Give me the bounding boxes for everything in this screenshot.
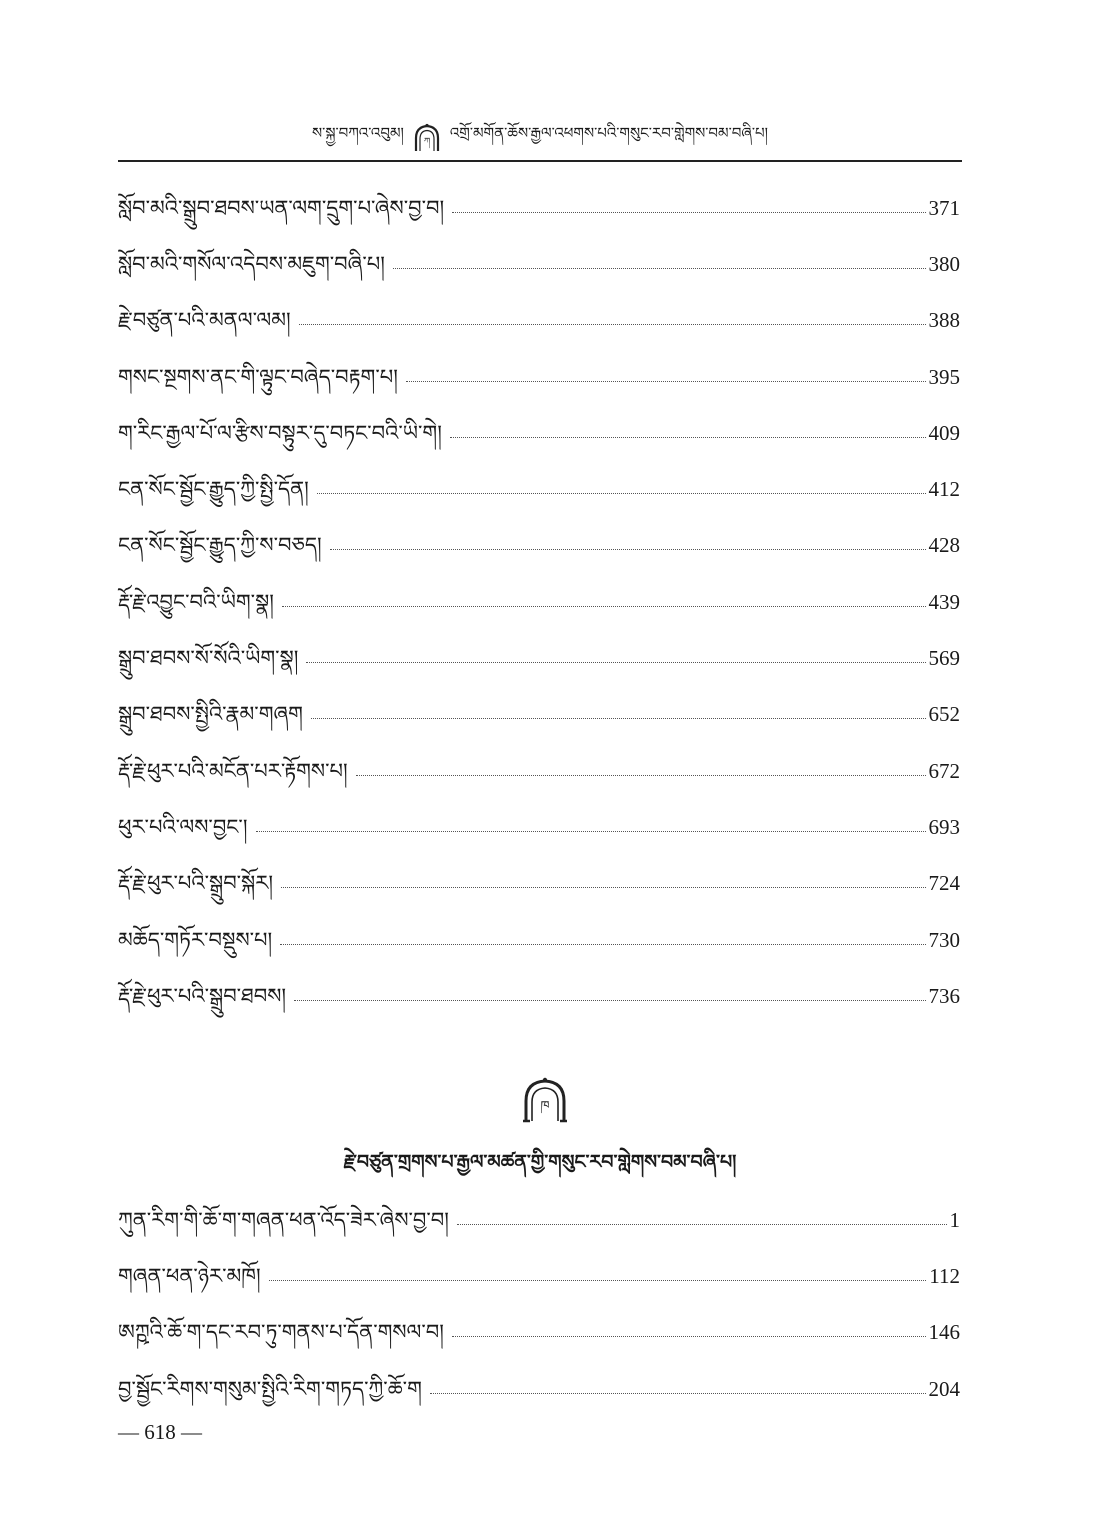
toc-entry[interactable] xyxy=(118,799,960,855)
dot-leader xyxy=(452,1336,926,1337)
dot-leader xyxy=(282,606,926,607)
toc-entry[interactable] xyxy=(118,912,960,968)
toc-entry-title: རྡོ་རྗེ་ཕུར་པའི་སྒྲུབ་ཐབས། xyxy=(118,983,287,1008)
toc-entry-title: མཆོད་གཏོར་བསྡུས་པ། xyxy=(118,927,273,952)
toc-entry-page: 395 xyxy=(928,364,960,389)
toc-entry[interactable] xyxy=(118,461,960,517)
dot-leader xyxy=(406,381,926,382)
toc-entry[interactable] xyxy=(118,968,960,1024)
emblem-letter: ཀ xyxy=(423,137,431,147)
page-number: — 618 — xyxy=(118,1420,202,1444)
toc-entry-page: 1 xyxy=(949,1207,960,1232)
toc-entry[interactable] xyxy=(118,687,960,743)
toc-entry-page: 672 xyxy=(928,758,960,783)
dot-leader xyxy=(330,549,926,550)
section-emblem-letter: ཁ xyxy=(540,1099,550,1114)
dot-leader xyxy=(294,1000,925,1001)
toc-entry-title: རྗེ་བཙུན་པའི་མནལ་ལམ། xyxy=(118,308,291,333)
toc-entry-page: 652 xyxy=(928,702,960,727)
toc-entry-page: 146 xyxy=(928,1320,960,1345)
toc-entry[interactable] xyxy=(118,405,960,461)
toc-entry-page: 736 xyxy=(928,983,960,1008)
toc-entry-page: 730 xyxy=(928,927,960,952)
toc-entry[interactable] xyxy=(118,518,960,574)
dot-leader xyxy=(311,718,926,719)
toc-entry[interactable] xyxy=(118,1192,960,1248)
running-header-right: འགྲོ་མགོན་ཆོས་རྒྱལ་འཕགས་པའི་གསུང་རབ་གླེགས་བམ་བཞི་པ། xyxy=(449,124,768,142)
toc-entry-title: སློབ་མའི་སྒྲུབ་ཐབས་ཡན་ལག་དྲུག་པ་ཞེས་བྱ་བ། xyxy=(118,195,445,220)
dot-leader xyxy=(306,662,925,663)
dot-leader xyxy=(299,324,926,325)
toc-entry[interactable] xyxy=(118,574,960,630)
header-rule xyxy=(118,160,962,162)
toc-entry-title: རྡོ་རྗེ་འབྱུང་བའི་ཡིག་སྣ། xyxy=(118,589,274,614)
toc-list-continued xyxy=(118,180,960,1024)
toc-entry[interactable] xyxy=(118,293,960,349)
running-header-left: ས་སྐྱ་བཀའ་འབུམ། xyxy=(312,124,404,142)
toc-entry-page: 428 xyxy=(928,533,960,558)
toc-entry-title: ངན་སོང་སྦྱོང་རྒྱུད་ཀྱི་ས་བཅད། xyxy=(118,533,322,558)
toc-entry-title: ཀུན་རིག་གི་ཆོ་ག་གཞན་ཕན་འོད་ཟེར་ཞེས་བྱ་བ། xyxy=(118,1207,449,1232)
toc-entry-page: 204 xyxy=(928,1376,960,1401)
toc-entry-page: 409 xyxy=(928,420,960,445)
toc-entry-page: 569 xyxy=(928,646,960,671)
toc-entry-title: རྡོ་རྗེ་ཕུར་པའི་མངོན་པར་རྟོགས་པ། xyxy=(118,758,348,783)
section-heading: རྗེ་བཙུན་གྲགས་པ་རྒྱལ་མཚན་གྱི་གསུང་རབ་གླེགས་བམ་བཞི་པ། xyxy=(343,1151,737,1173)
toc-entry[interactable] xyxy=(118,236,960,292)
dot-leader xyxy=(457,1224,947,1225)
toc-entry-title: ངན་སོང་སྦྱོང་རྒྱུད་ཀྱི་སྤྱི་དོན། xyxy=(118,477,309,502)
dot-leader xyxy=(393,268,926,269)
toc-list-section xyxy=(118,1192,960,1417)
toc-entry[interactable] xyxy=(118,349,960,405)
toc-entry-title: གསང་སྔགས་ནང་གི་ལྟུང་བཞེད་བརྟག་པ། xyxy=(118,364,398,389)
toc-entry-title: སློབ་མའི་གསོལ་འདེབས་མཇུག་བཞི་པ། xyxy=(118,251,385,276)
toc-entry-page: 412 xyxy=(928,477,960,502)
toc-entry-title: ཨཀྵའི་ཆོ་ག་དང་རབ་ཏུ་གནས་པ་དོན་གསལ་བ། xyxy=(118,1320,444,1345)
toc-entry[interactable] xyxy=(118,180,960,236)
toc-entry-title: ཕུར་པའི་ལས་བྱང་། xyxy=(118,814,248,839)
dot-leader xyxy=(280,944,925,945)
dot-leader xyxy=(430,1393,926,1394)
toc-entry-page: 724 xyxy=(928,871,960,896)
toc-entry-page: 112 xyxy=(929,1263,960,1288)
toc-entry[interactable] xyxy=(118,856,960,912)
toc-entry-title: སྒྲུབ་ཐབས་སོ་སོའི་ཡིག་སྣ། xyxy=(118,646,299,671)
dot-leader xyxy=(256,831,926,832)
running-header xyxy=(118,118,962,158)
section-arch-emblem-icon xyxy=(520,1077,570,1123)
dot-leader xyxy=(269,1280,927,1281)
toc-entry-title: ག་རིང་རྒྱལ་པོ་ལ་རྩིས་བསྟུར་དུ་བཏང་བའི་ཡི་གེ། xyxy=(118,420,442,445)
dot-leader xyxy=(450,437,926,438)
dot-leader xyxy=(281,887,926,888)
toc-entry[interactable] xyxy=(118,1361,960,1417)
toc-entry[interactable] xyxy=(118,630,960,686)
toc-entry-page: 439 xyxy=(928,589,960,614)
toc-entry-page: 388 xyxy=(928,308,960,333)
toc-entry-page: 693 xyxy=(928,814,960,839)
toc-entry[interactable] xyxy=(118,1305,960,1361)
arch-emblem-icon xyxy=(412,123,442,153)
toc-entry-title: གཞན་ཕན་ཉེར་མཁོ། xyxy=(118,1263,261,1288)
toc-entry-title: བྱ་སྦྱོང་རིགས་གསུམ་སྤྱིའི་རིག་གཏད་ཀྱི་ཆོ་ག xyxy=(118,1376,422,1401)
toc-entry[interactable] xyxy=(118,1248,960,1304)
toc-entry[interactable] xyxy=(118,743,960,799)
toc-entry-page: 380 xyxy=(928,251,960,276)
toc-entry-page: 371 xyxy=(928,195,960,220)
toc-entry-title: སྒྲུབ་ཐབས་སྤྱིའི་རྣམ་གཞག xyxy=(118,702,303,727)
toc-entry-title: རྡོ་རྗེ་ཕུར་པའི་སྒྲུབ་སྐོར། xyxy=(118,871,273,896)
dot-leader xyxy=(317,493,926,494)
dot-leader xyxy=(452,212,925,213)
dot-leader xyxy=(356,775,926,776)
